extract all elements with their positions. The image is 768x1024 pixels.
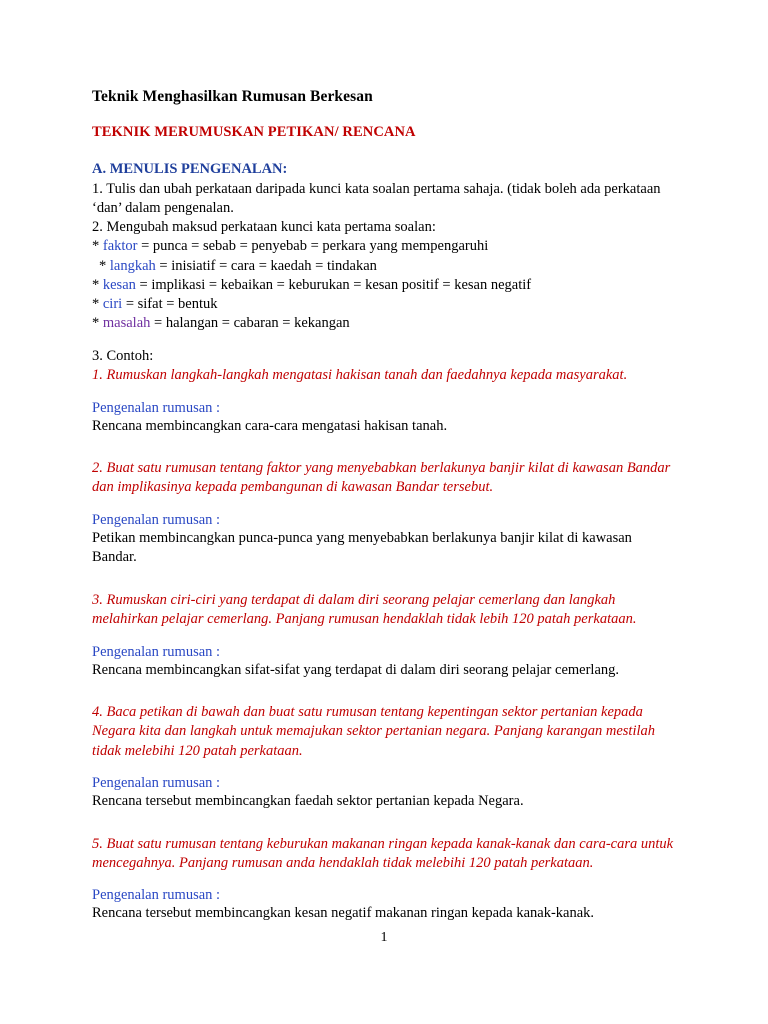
- example-answer: Petikan membincangkan punca-punca yang menyebabkan berlakunya banjir kilat di kawasan Bandar.: [92, 529, 632, 566]
- keyword-list: [92, 237, 676, 333]
- example-block: [92, 366, 676, 436]
- keyword-synonyms: = sifat = bentuk: [122, 295, 218, 312]
- intro-line-1: 1. Tulis dan ubah perkataan daripada kunci kata soalan pertama sahaja. (tidak boleh ada perkataan ‘dan’ dalam pengenalan.: [92, 181, 661, 217]
- example-block: [92, 591, 676, 680]
- keyword-synonyms: = implikasi = kebaikan = keburukan = kesan positif = kesan negatif: [135, 276, 532, 293]
- bullet-marker: *: [92, 295, 100, 312]
- example-question: 1. Rumuskan langkah-langkah mengatasi hakisan tanah dan faedahnya kepada masyarakat.: [92, 367, 628, 384]
- example-answer-label: Pengenalan rumusan :: [92, 887, 221, 904]
- example-question: 4. Baca petikan di bawah dan buat satu rumusan tentang kepentingan sektor pertanian kepada Negara kita dan langkah untuk memajukan sektor pertanian negara. Panjang karangan mestilah tidak melebihi 120 patah perkataan.: [92, 703, 656, 759]
- example-answer: Rencana tersebut membincangkan kesan negatif makanan ringan kepada kanak-kanak.: [92, 905, 595, 922]
- keyword-term: faktor: [102, 238, 138, 255]
- bullet-marker: *: [99, 257, 107, 274]
- example-answer-label: Pengenalan rumusan :: [92, 643, 221, 660]
- list-item: [92, 314, 676, 333]
- page-number: 1: [380, 930, 388, 945]
- example-block: [92, 703, 676, 812]
- list-item: [92, 295, 676, 314]
- document-subtitle: TEKNIK MERUMUSKAN PETIKAN/ RENCANA: [92, 124, 416, 140]
- example-answer-label: Pengenalan rumusan :: [92, 775, 221, 792]
- keyword-term: ciri: [102, 295, 123, 312]
- bullet-marker: *: [92, 314, 100, 331]
- example-answer-label: Pengenalan rumusan :: [92, 399, 221, 416]
- bullet-marker: *: [92, 238, 100, 255]
- list-item: [92, 237, 676, 256]
- keyword-synonyms: = inisiatif = cara = kaedah = tindakan: [155, 257, 377, 274]
- page-title: Teknik Menghasilkan Rumusan Berkesan: [92, 88, 373, 105]
- section-a-heading: A. MENULIS PENGENALAN:: [92, 161, 288, 177]
- keyword-synonyms: = punca = sebab = penyebab = perkara yang mempengaruhi: [137, 238, 489, 255]
- example-question: 5. Buat satu rumusan tentang keburukan makanan ringan kepada kanak-kanak dan cara-cara untuk mencegahnya. Panjang rumusan anda hendaklah tidak melebihi 120 patah perkataan.: [92, 835, 674, 872]
- keyword-synonyms: = halangan = cabaran = kekangan: [150, 314, 350, 331]
- example-block: [92, 459, 676, 568]
- keyword-term: kesan: [102, 276, 136, 293]
- bullet-marker: *: [92, 276, 100, 293]
- example-question: 2. Buat satu rumusan tentang faktor yang menyebabkan berlakunya banjir kilat di kawasan Bandar dan implikasinya kepada pembangunan di kawasan Bandar tersebut.: [92, 459, 671, 496]
- example-answer: Rencana membincangkan cara-cara mengatasi hakisan tanah.: [92, 417, 448, 434]
- example-block: [92, 835, 676, 924]
- contoh-label: 3. Contoh:: [92, 348, 154, 364]
- example-question: 3. Rumuskan ciri-ciri yang terdapat di dalam diri seorang pelajar cemerlang dan langkah melahirkan pelajar cemerlang. Panjang rumusan hendaklah tidak lebih 120 patah perkataan.: [92, 591, 637, 628]
- intro-line-2: 2. Mengubah maksud perkataan kunci kata pertama soalan:: [92, 219, 436, 236]
- keyword-term: langkah: [109, 257, 156, 274]
- example-answer-label: Pengenalan rumusan :: [92, 511, 221, 528]
- list-item: [92, 276, 676, 295]
- example-answer: Rencana tersebut membincangkan faedah sektor pertanian kepada Negara.: [92, 793, 524, 810]
- keyword-term: masalah: [102, 314, 151, 331]
- example-answer: Rencana membincangkan sifat-sifat yang terdapat di dalam diri seorang pelajar cemerlang.: [92, 661, 620, 678]
- list-item: [92, 257, 676, 276]
